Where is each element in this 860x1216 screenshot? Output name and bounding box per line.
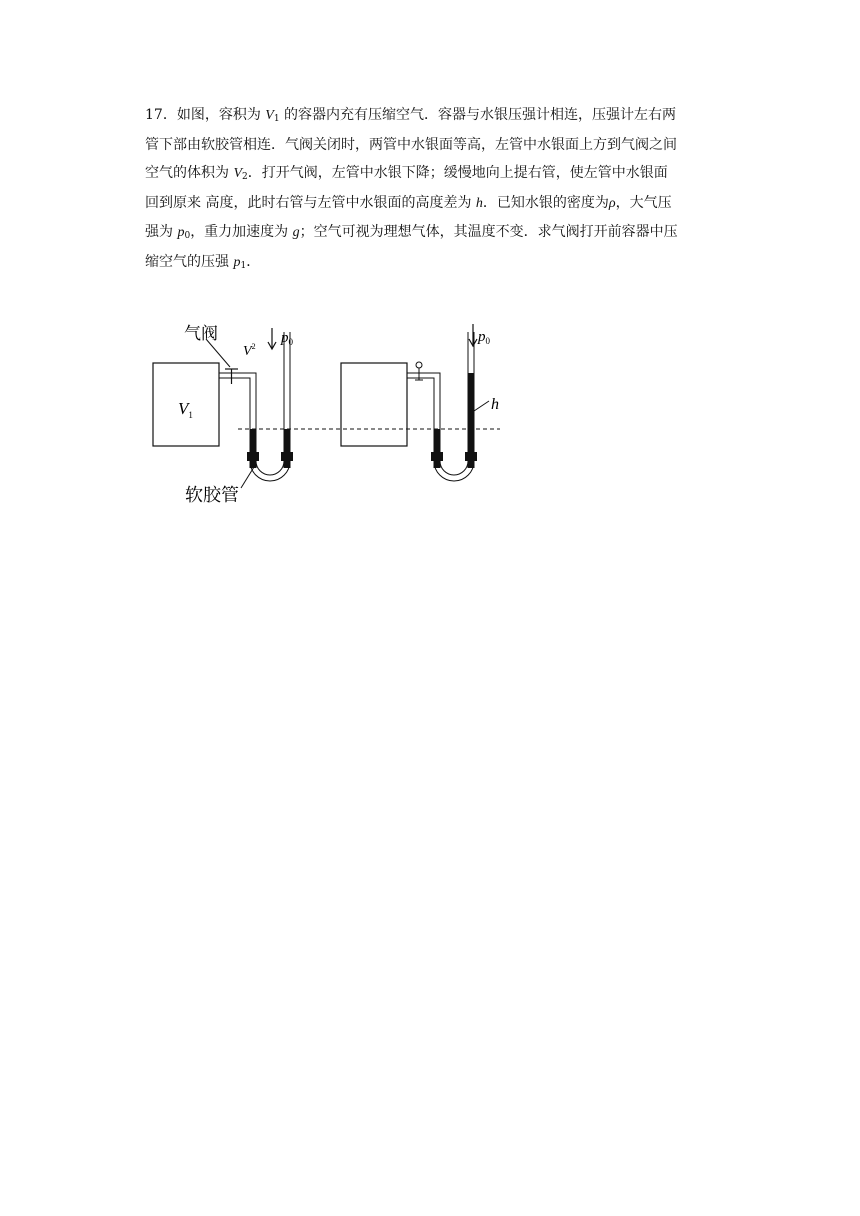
math-variable: ρ (608, 195, 616, 211)
valve (225, 369, 238, 384)
math-variable: g (292, 225, 300, 241)
p0-arrow-right (469, 324, 477, 346)
mercury-left-tube-right (434, 429, 440, 468)
container-right (341, 363, 407, 446)
problem-line-4: 回到原来 高度，此时右管与左管中水银面的高度差为 h．已知水银的密度为ρ，大气压 (145, 194, 672, 211)
manometer-figure (140, 318, 520, 510)
math-subscript: 2 (242, 172, 248, 183)
problem-line-3: 空气的体积为 $V_2$．打开气阀，左管中水银下降；缓慢地向上提右管，使左管中水银面 (145, 165, 668, 183)
math-variable: V (265, 108, 274, 123)
hose-leader (241, 467, 254, 488)
h-label: h (491, 396, 499, 413)
problem-number: 17． (145, 107, 177, 123)
mercury-left-tube (250, 429, 256, 468)
open-valve (415, 362, 423, 380)
v1-label: $V_1$ (178, 399, 193, 420)
math-subscript: 1 (240, 260, 247, 271)
math-variable: V (233, 166, 243, 182)
v2-label: $V^2$ (243, 342, 256, 359)
h-leader (474, 401, 489, 411)
math-variable: p (233, 254, 241, 270)
problem-line-1: 17．如图，容积为 $V_1$ 的容器内充有压缩空气．容器与水银压强计相连，压强计左右两 (145, 107, 677, 124)
mercury-right-tube (284, 429, 290, 468)
math-subscript: 0 (184, 231, 191, 242)
math-subscript: 1 (273, 114, 280, 124)
problem-line-2: 管下部由软胶管相连．气阀关闭时，两管中水银面等高，左管中水银面上方到气阀之间 (145, 136, 677, 153)
problem-line-6: 缩空气的压强 $p_1$． (145, 253, 261, 271)
hose-label: 软胶管 (185, 485, 239, 506)
problem-text (145, 101, 725, 278)
p0-label-left: $p_0$ (281, 330, 293, 347)
valve-label: 气阀 (184, 324, 218, 344)
math-variable: p (177, 225, 185, 241)
math-variable: h (475, 195, 483, 211)
p0-label-right: $p_0$ (478, 329, 490, 346)
p0-arrow-left (268, 328, 276, 349)
problem-line-5: 强为 $p_0$，重力加速度为 g；空气可视为理想气体，其温度不变．求气阀打开前容器中压 (145, 224, 678, 242)
